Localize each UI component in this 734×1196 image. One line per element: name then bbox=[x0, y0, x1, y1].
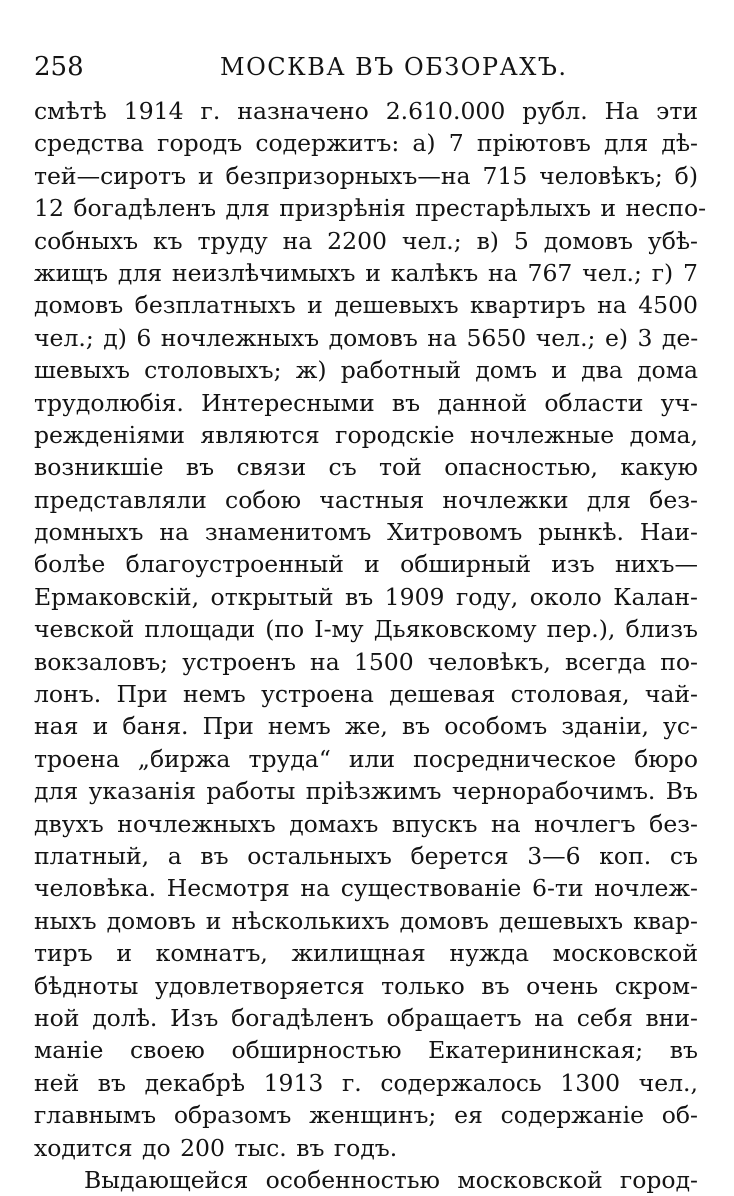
text-line: шевыхъ столовыхъ; ж) работный домъ и два дома bbox=[34, 356, 698, 385]
text-line: домныхъ на знаменитомъ Хитровомъ рынкѣ. Наи- bbox=[34, 518, 698, 547]
text-line: лонъ. При немъ устроена дешевая столовая, чай- bbox=[34, 680, 698, 709]
text-line: возникшіе въ связи съ той опасностью, какую bbox=[34, 453, 698, 482]
text-line: тиръ и комнатъ, жилищная нужда московской bbox=[34, 939, 698, 968]
text-line: вокзаловъ; устроенъ на 1500 человѣкъ, всегда по- bbox=[34, 647, 698, 676]
text-line: человѣка. Несмотря на существованіе 6-ти ночлеж- bbox=[34, 874, 698, 903]
page-number: 258 bbox=[34, 52, 84, 82]
text-line: ходится до 200 тыс. въ годъ. bbox=[34, 1133, 398, 1162]
text-line: маніе своею обширностью Екатерининская; въ bbox=[34, 1036, 698, 1065]
text-line: платный, а въ остальныхъ берется 3—6 коп. съ bbox=[34, 841, 698, 870]
text-line: представляли собою частныя ночлежки для без- bbox=[34, 485, 698, 514]
text-line: главнымъ образомъ женщинъ; ея содержаніе об- bbox=[34, 1101, 698, 1130]
text-line: смѣтѣ 1914 г. назначено 2.610.000 рубл. На эти bbox=[34, 97, 698, 125]
text-line: для указанія работы пріѣзжимъ чернорабочимъ. Въ bbox=[34, 777, 698, 806]
running-title: МОСКВА ВЪ ОБЗОРАХЪ. bbox=[220, 53, 568, 81]
text-line: ней въ декабрѣ 1913 г. содержалось 1300 чел., bbox=[34, 1068, 698, 1097]
text-line: 12 богадѣленъ для призрѣнія престарѣлыхъ и неспо- bbox=[34, 194, 707, 223]
text-line: бѣдноты удовлетворяется только въ очень скром- bbox=[34, 971, 698, 1000]
text-line: двухъ ночлежныхъ домахъ впускъ на ночлегъ без- bbox=[34, 809, 698, 838]
text-line: Ермаковскій, открытый въ 1909 году, около Калан- bbox=[34, 582, 698, 611]
text-line: режденіями являются городскіе ночлежные дома, bbox=[34, 420, 698, 449]
text-line: ныхъ домовъ и нѣсколькихъ домовъ дешевыхъ квар- bbox=[34, 906, 698, 935]
text-line: трудолюбія. Интересными въ данной области уч- bbox=[34, 388, 698, 417]
text-line: домовъ безплатныхъ и дешевыхъ квартиръ на 4500 bbox=[34, 291, 698, 320]
text-line: ная и баня. При немъ же, въ особомъ зданіи, ус- bbox=[34, 712, 698, 741]
text-line: чевской площади (по І-му Дьяковскому пер.), близъ bbox=[34, 615, 698, 644]
text-line: троена „биржа труда“ или посредническое бюро bbox=[34, 744, 698, 773]
text-line: болѣе благоустроенный и обширный изъ нихъ— bbox=[34, 550, 698, 579]
paragraph-first-line: Выдающейся особенностью московской город- bbox=[84, 1165, 698, 1194]
text-line: средства городъ содержитъ: а) 7 пріютовъ для дѣ- bbox=[34, 129, 698, 158]
text-line: жищъ для неизлѣчимыхъ и калѣкъ на 767 чел.; г) 7 bbox=[34, 258, 698, 287]
page-header bbox=[34, 50, 698, 84]
text-line: тей—сиротъ и безпризорныхъ—на 715 человѣкъ; б) bbox=[34, 161, 698, 190]
text-line: ной долѣ. Изъ богадѣленъ обращаетъ на себя вни- bbox=[34, 1003, 698, 1032]
text-line: собныхъ къ труду на 2200 чел.; в) 5 домовъ убѣ- bbox=[34, 226, 698, 255]
text-line: чел.; д) 6 ночлежныхъ домовъ на 5650 чел.; е) 3 де- bbox=[34, 323, 699, 352]
body-text bbox=[34, 95, 707, 1196]
